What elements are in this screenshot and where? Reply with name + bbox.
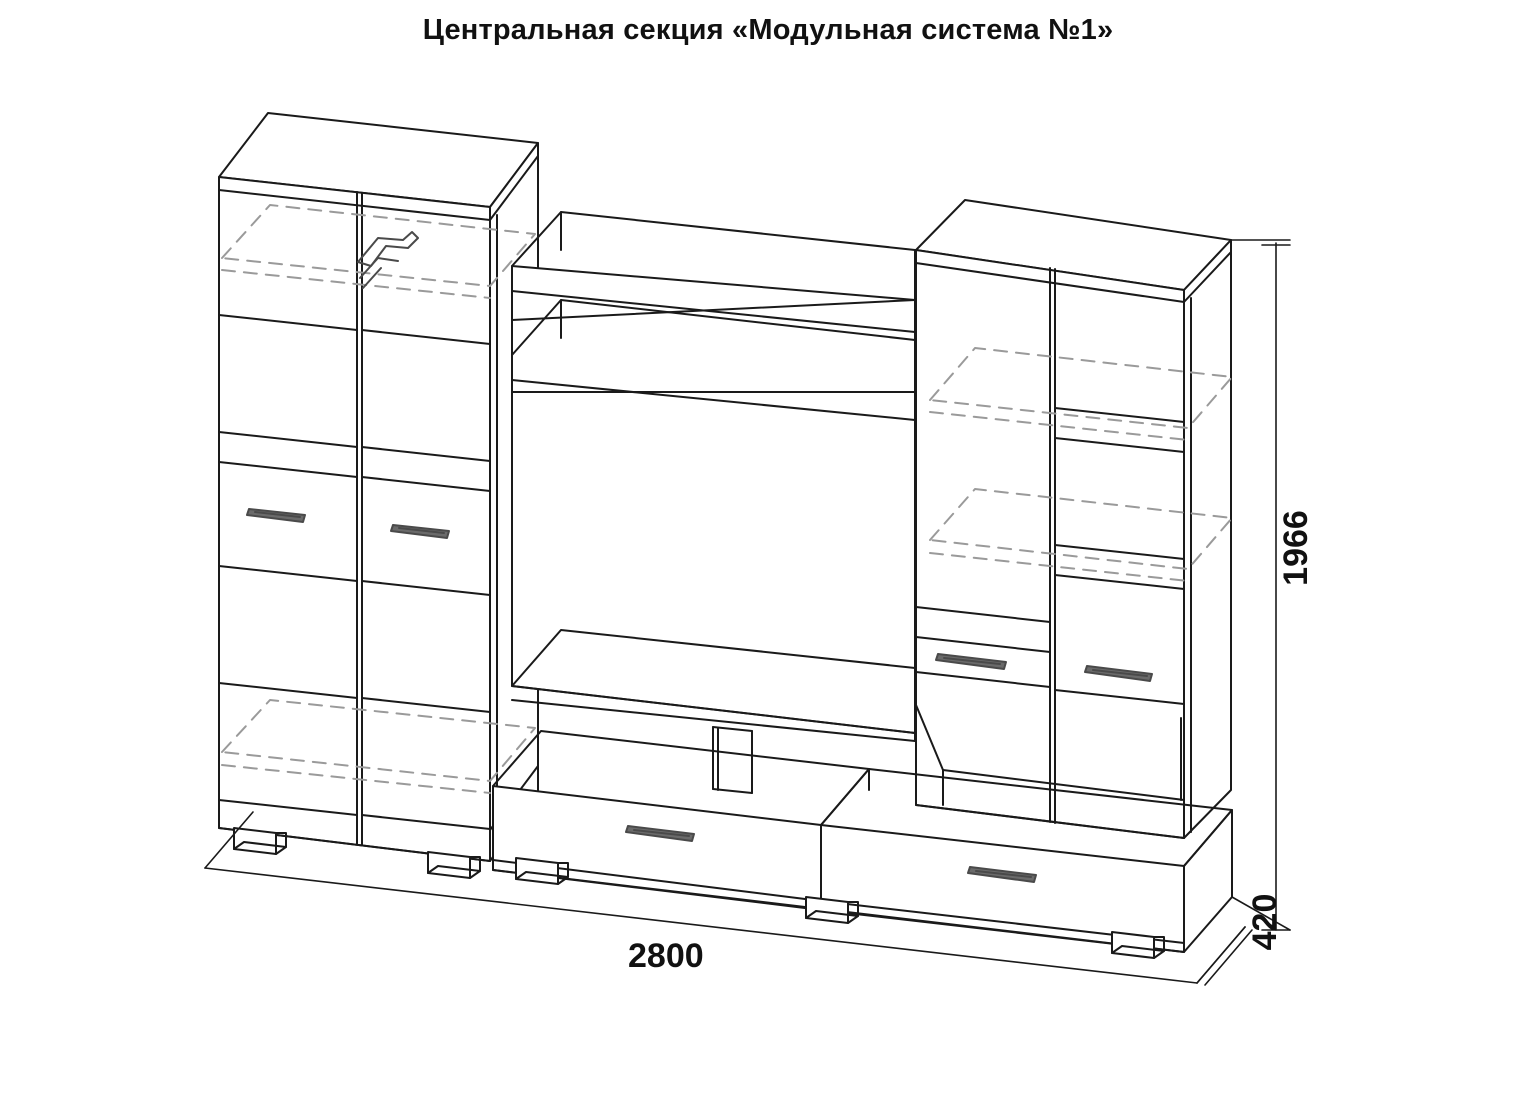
center-tv-niche bbox=[512, 212, 915, 793]
left-tall-cabinet bbox=[219, 113, 538, 861]
dimension-width-label: 2800 bbox=[628, 937, 704, 975]
dimension-height-label: 1966 bbox=[1277, 510, 1315, 586]
right-tall-cabinet bbox=[916, 200, 1231, 838]
page-title: Центральная секция «Модульная система №1» bbox=[422, 14, 1114, 46]
dimension-depth-label: 420 bbox=[1246, 893, 1284, 951]
